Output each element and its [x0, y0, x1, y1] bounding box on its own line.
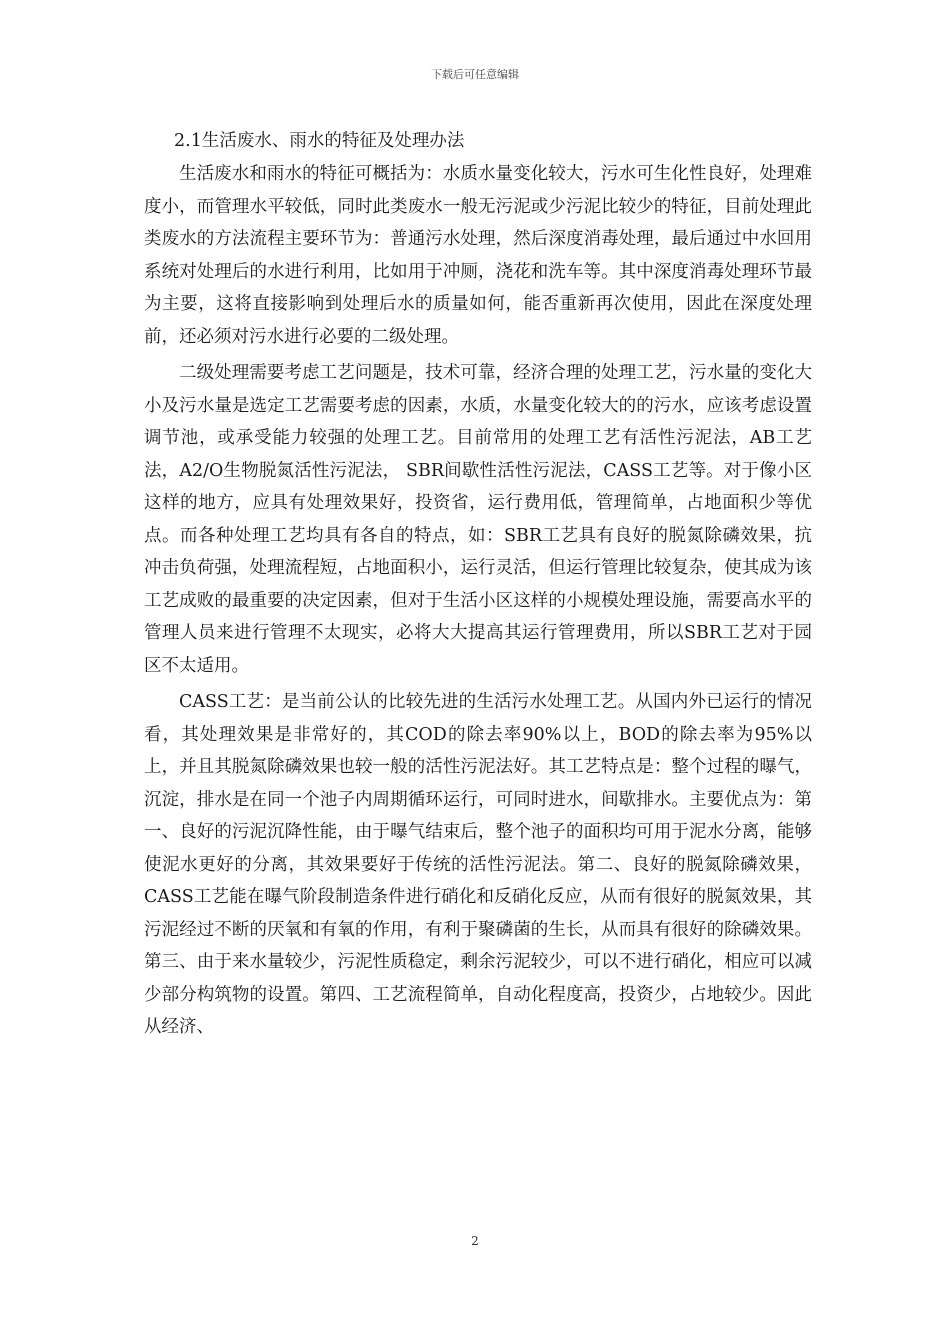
page-header-note: 下载后可任意编辑 [431, 68, 519, 81]
paragraph-secondary-treatment: 二级处理需要考虑工艺问题是，技术可靠，经济合理的处理工艺，污水量的变化大小及污水量是选定工艺需要考虑的因素，水质，水量变化较大的的污水，应该考虑设置调节池，或承受能力较强的处理工艺。目前常用的处理工艺有活性污泥法，AB工艺法，A2/O生物脱氮活性污泥法， SBR间歇性活性污泥法，CASS工艺等。对于像小区这样的地方，应具有处理效果好，投资省，运行费用低，管理简单，占地面积少等优点。而各种处理工艺均具有各自的特点，如：SBR工艺具有良好的脱氮除磷效果，抗冲击负荷强，处理流程短，占地面积小，运行灵活，但运行管理比较复杂，使其成为该工艺成败的最重要的决定因素，但对于生活小区这样的小规模处理设施，需要高水平的管理人员来进行管理不太现实，必将大大提高其运行管理费用，所以SBR工艺对于园区不太适用。 [144, 363, 812, 676]
paragraph-cass-process: CASS工艺：是当前公认的比较先进的生活污水处理工艺。从国内外已运行的情况看，其处理效果是非常好的，其COD的除去率90%以上，BOD的除去率为95%以上，并且其脱氮除磷效果也较一般的活性污泥法好。其工艺特点是：整个过程的曝气，沉淀，排水是在同一个池子内周期循环运行，可同时进水，间歇排水。主要优点为：第一、良好的污泥沉降性能，由于曝气结束后，整个池子的面积均可用于泥水分离，能够使泥水更好的分离，其效果要好于传统的活性污泥法。第二、良好的脱氮除磷效果，CASS工艺能在曝气阶段制造条件进行硝化和反硝化反应，从而有很好的脱氮效果，其污泥经过不断的厌氧和有氧的作用，有利于聚磷菌的生长，从而具有很好的除磷效果。第三、由于来水量较少，污泥性质稳定，剩余污泥较少，可以不进行硝化，相应可以减少部分构筑物的设置。第四、工艺流程简单，自动化程度高，投资少，占地较少。因此从经济、 [144, 692, 812, 1037]
document-body [144, 126, 812, 1048]
paragraph-characteristics: 生活废水和雨水的特征可概括为：水质水量变化较大，污水可生化性良好，处理难度小，而管理水平较低，同时此类废水一般无污泥或少污泥比较少的特征，目前处理此类废水的方法流程主要环节为：普通污水处理，然后深度消毒处理，最后通过中水回用系统对处理后的水进行利用，比如用于冲厕，浇花和洗车等。其中深度消毒处理环节最为主要，这将直接影响到处理后水的质量如何，能否重新再次使用，因此在深度处理前，还必须对污水进行必要的二级处理。 [144, 164, 812, 347]
page-number: 2 [471, 1234, 479, 1248]
section-heading: 2.1生活废水、雨水的特征及处理办法 [174, 131, 465, 151]
